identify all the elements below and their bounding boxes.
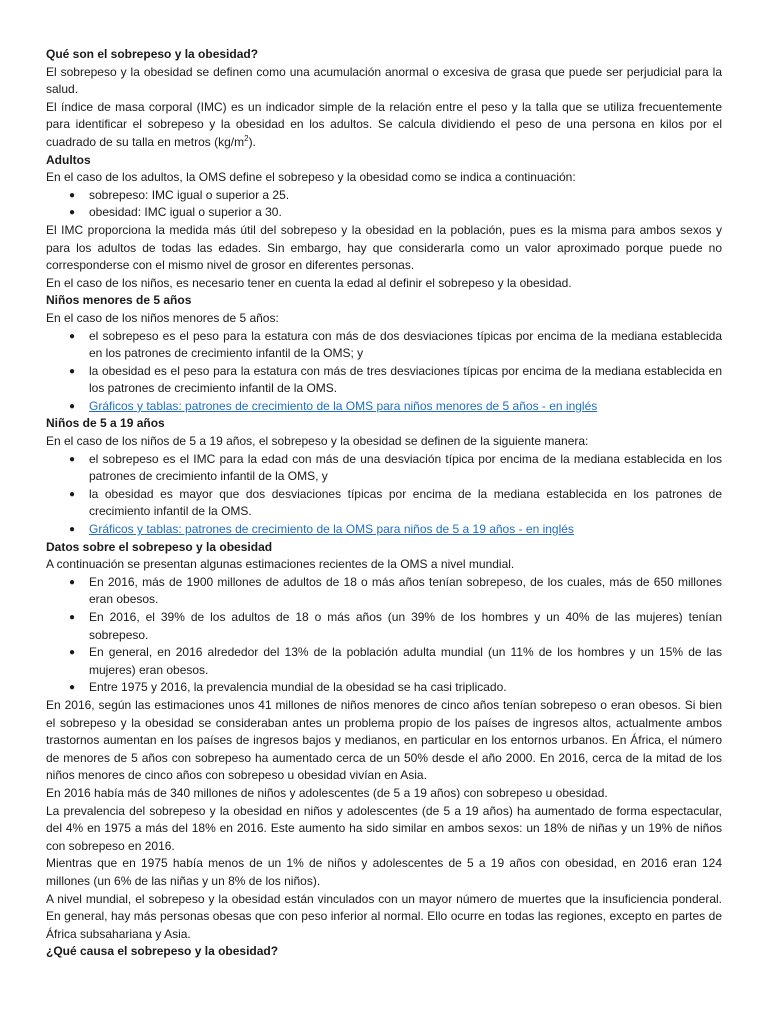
bullet-dot-icon: ●	[68, 330, 76, 342]
bullet-dot-icon: ●	[68, 207, 76, 219]
list-item	[46, 486, 722, 521]
paragraph-imc-text: El índice de masa corporal (IMC) es un indicador simple de la relación entre el peso y la talla que se utiliza frecuentemente para identificar el sobrepeso y la obesidad en los adultos. Se calcula dividiendo el peso de una persona en kilos por el cuadrado de su talla en metros (kg/m	[46, 99, 722, 149]
heading-5-a-19: Niños de 5 a 19 años	[46, 416, 165, 431]
paragraph-1975: Mientras que en 1975 había menos de un 1% de niños y adolescentes de 5 a 19 años con obesidad, en 2016 eran 124 millones (un 6% de las niñas y un 8% de los niños).	[46, 856, 722, 888]
bullet-dot-icon: ●	[68, 189, 76, 201]
bullet-dot-icon: ●	[68, 488, 76, 500]
paragraph-menores-5: En el caso de los niños menores de 5 años:	[46, 310, 279, 325]
list-item	[46, 328, 722, 363]
paragraph-340-millones: En 2016 había más de 340 millones de niños y adolescentes (de 5 a 19 años) con sobrepeso u obesidad.	[46, 785, 608, 800]
bullet-dot-icon: ●	[68, 682, 76, 694]
paragraph-datos: A continuación se presentan algunas estimaciones recientes de la OMS a nivel mundial.	[46, 557, 515, 572]
paragraph-imc-util: El IMC proporciona la medida más útil del sobrepeso y la obesidad en la población, pues es la misma para ambos sexos y para los adultos de todas las edades. Sin embargo, hay que considerarla como un valor aproximado porque puede no corresponderse con el mismo nivel de grosor en diferentes personas.	[46, 222, 722, 273]
paragraph-5-a-19: En el caso de los niños de 5 a 19 años, el sobrepeso y la obesidad se definen de la siguiente manera:	[46, 434, 589, 449]
paragraph-imc-end: ).	[248, 134, 256, 149]
bullet-dot-icon: ●	[68, 576, 76, 588]
list-item	[46, 521, 722, 539]
list-item-text: obesidad: IMC igual o superior a 30.	[89, 205, 282, 220]
list-item-text: En 2016, más de 1900 millones de adultos de 18 o más años tenían sobrepeso, de los cuales, más de 650 millones eran obesos.	[89, 574, 722, 607]
bullet-dot-icon: ●	[68, 400, 76, 412]
list-item	[46, 679, 722, 697]
list-item-text: sobrepeso: IMC igual o superior a 25.	[89, 187, 290, 202]
paragraph-imc	[46, 99, 722, 152]
list-item	[46, 398, 722, 416]
list-item-text: Entre 1975 y 2016, la prevalencia mundial de la obesidad se ha casi triplicado.	[89, 680, 507, 695]
paragraph-nivel-mundial: A nivel mundial, el sobrepeso y la obesidad están vinculados con un mayor número de muertes que la insuficiencia ponderal. En general, hay más personas obesas que con peso inferior al normal. Ello ocurre en todas las regiones, excepto en partes de África subsahariana y Asia.	[46, 891, 722, 941]
bullet-dot-icon: ●	[68, 612, 76, 623]
list-item	[46, 644, 722, 679]
list-item	[46, 187, 722, 205]
paragraph-definicion: El sobrepeso y la obesidad se definen como una acumulación anormal o excesiva de grasa que puede ser perjudicial para la salud.	[46, 64, 722, 97]
heading-que-son: Qué son el sobrepeso y la obesidad?	[46, 47, 259, 61]
bullet-dot-icon: ●	[68, 647, 76, 659]
document-page	[46, 46, 722, 961]
list-item-text: el sobrepeso es el IMC para la edad con más de una desviación típica por encima de la mediana establecida en los patrones de crecimiento infantil de la OMS, y	[89, 451, 722, 484]
paragraph-prevalencia: La prevalencia del sobrepeso y la obesidad en niños y adolescentes (de 5 a 19 años) ha aumentado de forma espectacular, del 4% en 1975 a más del 18% en 2016. Este aumento ha sido similar en ambos sexos: un 18% de niñas y un 19% de niños con sobrepeso en 2016.	[46, 803, 722, 853]
heading-menores-5: Niños menores de 5 años	[46, 293, 192, 308]
paragraph-2016-ninos: En 2016, según las estimaciones unos 41 millones de niños menores de cinco años tenían sobrepeso o eran obesos. Si bien el sobrepeso y la obesidad se consideraban antes un problema propio de los países de ingresos altos, actualmente ambos trastornos aumentan en los países de ingresos bajos y medianos, en particular en los entornos urbanos. En África, el número de menores de 5 años con sobrepeso ha aumentado cerca de un 50% desde el año 2000. En 2016, cerca de la mitad de los niños menores de cinco años con sobrepeso u obesidad vivían en Asia.	[46, 697, 722, 783]
paragraph-ninos-edad: En el caso de los niños, es necesario tener en cuenta la edad al definir el sobrepeso y la obesidad.	[46, 275, 572, 290]
list-item	[46, 609, 722, 644]
bullet-dot-icon: ●	[68, 524, 76, 536]
list-datos	[46, 574, 722, 697]
bullet-dot-icon: ●	[68, 365, 76, 377]
list-item	[46, 574, 722, 609]
paragraph-adultos: En el caso de los adultos, la OMS define el sobrepeso y la obesidad como se indica a continuación:	[46, 170, 576, 185]
list-item-text: En general, en 2016 alrededor del 13% de la población adulta mundial (un 11% de los hombres y un 15% de las mujeres) eran obesos.	[89, 645, 722, 677]
superscript-2: 2	[244, 133, 249, 143]
list-menores-5	[46, 328, 722, 416]
list-item	[46, 363, 722, 398]
list-adultos	[46, 187, 722, 222]
list-5-a-19	[46, 451, 722, 539]
bullet-dot-icon: ●	[68, 453, 76, 465]
list-item-text: el sobrepeso es el peso para la estatura con más de dos desviaciones típicas por encima de la mediana establecida en los patrones de crecimiento infantil de la OMS; y	[89, 328, 722, 361]
list-item	[46, 451, 722, 486]
list-item-text: la obesidad es mayor que dos desviaciones típicas por encima de la mediana establecida en los patrones de crecimiento infantil de la OMS.	[89, 486, 722, 519]
heading-datos: Datos sobre el sobrepeso y la obesidad	[46, 539, 273, 554]
heading-que-causa: ¿Qué causa el sobrepeso y la obesidad?	[46, 944, 279, 959]
link-patrones-5-a-19[interactable]: Gráficos y tablas: patrones de crecimiento de la OMS para niños de 5 a 19 años - en inglés	[89, 522, 574, 537]
list-item	[46, 204, 722, 222]
link-patrones-menores-5[interactable]: Gráficos y tablas: patrones de crecimiento de la OMS para niños menores de 5 años - en inglés	[89, 398, 598, 413]
list-item-text: En 2016, el 39% de los adultos de 18 o más años (un 39% de los hombres y un 40% de las mujeres) tenían sobrepeso.	[89, 610, 722, 642]
list-item-text: la obesidad es el peso para la estatura con más de tres desviaciones típicas por encima de la mediana establecida en los patrones de crecimiento infantil de la OMS.	[89, 363, 722, 396]
heading-adultos: Adultos	[46, 152, 91, 167]
